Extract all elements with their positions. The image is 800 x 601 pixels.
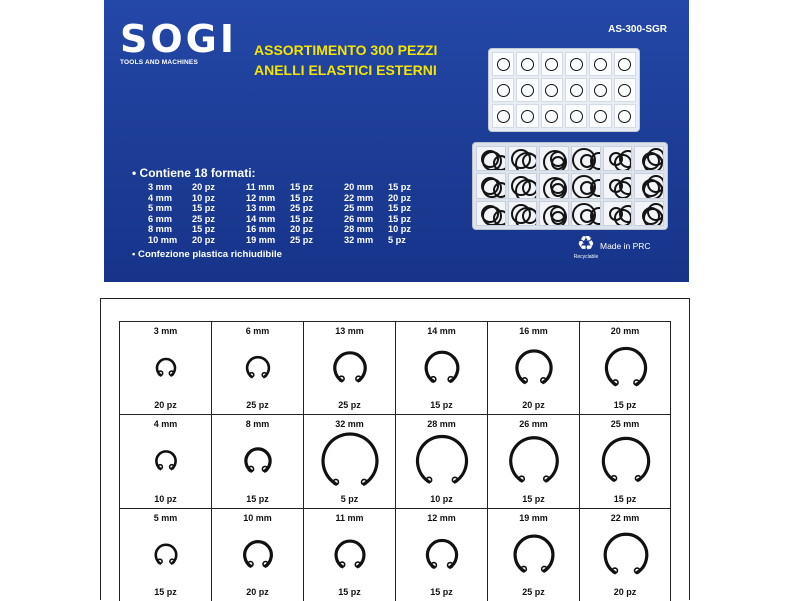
formats-row [148, 182, 442, 193]
ring-thumbnail-icon [521, 110, 534, 123]
ring-pile-icon [493, 182, 506, 198]
ring-thumbnail-icon [570, 110, 583, 123]
brand-name: SOGI [120, 17, 238, 61]
lid-compartment [492, 104, 514, 128]
tray-compartment [603, 173, 633, 198]
format-size: 25 mm [344, 203, 374, 213]
recycle-label: Recyclable [573, 254, 599, 260]
ring-qty-label: 5 pz [340, 493, 359, 504]
ring-size-label: 8 mm [245, 419, 270, 430]
ring-thumbnail-icon [618, 110, 631, 123]
circlip-ring-icon [596, 431, 656, 491]
ring-pile-icon [614, 181, 632, 198]
ring-size-label: 12 mm [427, 512, 456, 523]
ring-ear-hole [170, 465, 174, 469]
circlip-ring-icon [228, 338, 288, 398]
ring-pile-icon [590, 152, 601, 170]
tray-compartment [508, 173, 538, 198]
circlip-ring-icon [136, 525, 196, 585]
ring-thumbnail-icon [521, 84, 534, 97]
format-size: 8 mm [148, 224, 173, 234]
ring-ear-hole [249, 373, 253, 377]
format-size: 4 mm [148, 192, 173, 203]
ring-thumbnail-icon [497, 84, 510, 97]
ring-size-label: 32 mm [335, 419, 364, 430]
size-cell [211, 508, 303, 601]
ring-ear-hole [519, 477, 524, 482]
format-qty: 25 pz [290, 234, 313, 245]
ring-body [157, 359, 175, 376]
lid-compartment [589, 78, 611, 102]
format-size: 19 mm [246, 234, 276, 245]
format-size: 32 mm [344, 234, 374, 245]
ring-pile-icon [614, 154, 632, 171]
tray-compartment [634, 146, 664, 171]
ring-body [156, 544, 176, 563]
lid-compartment [541, 78, 563, 102]
ring-ear-hole [544, 477, 549, 482]
formats-row [148, 203, 442, 214]
circlip-ring-icon [596, 525, 656, 585]
ring-pile-icon [551, 211, 565, 225]
size-cell [487, 414, 579, 507]
lid-compartment [614, 52, 636, 76]
ring-pile-icon [515, 152, 538, 171]
ring-size-label: 19 mm [519, 512, 548, 523]
recycle-badge [569, 233, 603, 260]
lid-compartment [492, 52, 514, 76]
ring-ear-hole [262, 373, 266, 377]
ring-pile-icon [643, 208, 663, 226]
lid-compartment [589, 52, 611, 76]
lid-compartment [565, 52, 587, 76]
ring-qty-label: 15 pz [613, 493, 637, 504]
ring-qty-label: 15 pz [154, 586, 177, 597]
ring-size-label: 22 mm [610, 512, 640, 523]
ring-qty-label: 15 pz [430, 400, 453, 411]
contents-list [132, 166, 442, 260]
ring-pile-icon [515, 179, 538, 198]
ring-body [156, 452, 175, 470]
ring-ear-hole [333, 480, 338, 485]
ring-size-label: 16 mm [519, 326, 548, 336]
size-cell [119, 321, 211, 414]
size-cell [303, 414, 395, 507]
ring-pile-icon [643, 153, 663, 171]
formats-row [148, 193, 442, 204]
circlip-ring-icon [228, 525, 288, 585]
ring-thumbnail-icon [594, 58, 607, 71]
size-cell [303, 508, 395, 601]
format-size: 3 mm [148, 182, 173, 192]
ring-ear-hole [158, 559, 162, 563]
ring-qty-label: 15 pz [430, 586, 453, 597]
format-qty: 15 pz [290, 213, 313, 224]
ring-pile-icon [515, 207, 538, 226]
ring-qty-label: 25 pz [246, 400, 269, 411]
ring-size-label: 13 mm [335, 326, 364, 336]
circlip-ring-icon [412, 431, 472, 491]
ring-size-label: 26 mm [519, 419, 548, 430]
ring-body [605, 534, 647, 573]
size-cell [119, 508, 211, 601]
packaging-note: • Confezione plastica richiudibile [132, 249, 282, 260]
format-size: 20 mm [344, 182, 374, 192]
circlip-ring-icon [136, 431, 196, 491]
ring-thumbnail-icon [570, 58, 583, 71]
size-cell [395, 414, 487, 507]
lid-compartment [565, 104, 587, 128]
ring-ear-hole [362, 480, 367, 485]
ring-body [515, 536, 553, 572]
format-size: 28 mm [344, 224, 374, 234]
tray-compartment [476, 201, 506, 226]
ring-qty-label: 20 pz [613, 586, 637, 597]
ring-thumbnail-icon [618, 58, 631, 71]
format-qty: 20 pz [388, 192, 411, 203]
format-qty: 15 pz [388, 182, 411, 192]
format-qty: 15 pz [388, 213, 411, 224]
circlip-ring-icon [504, 338, 564, 398]
title-line-2: ANELLI ELASTICI ESTERNI [254, 62, 437, 78]
lid-compartment [492, 78, 514, 102]
ring-qty-label: 15 pz [522, 493, 545, 504]
format-size: 22 mm [344, 192, 374, 203]
ring-thumbnail-icon [594, 110, 607, 123]
size-cell [395, 321, 487, 414]
ring-thumbnail-icon [497, 110, 510, 123]
format-size: 10 mm [148, 234, 178, 245]
format-size: 5 mm [148, 203, 173, 213]
ring-size-label: 25 mm [610, 419, 640, 430]
format-size: 6 mm [148, 213, 173, 224]
format-qty: 15 pz [290, 182, 313, 192]
ring-thumbnail-icon [521, 58, 534, 71]
ring-body [247, 357, 269, 377]
size-cell [211, 321, 303, 414]
lid-compartment [516, 52, 538, 76]
format-qty: 10 pz [388, 224, 411, 234]
ring-ear-hole [452, 478, 457, 483]
format-qty: 20 pz [192, 234, 215, 245]
format-size: 12 mm [246, 192, 276, 203]
tray-compartment [603, 146, 633, 171]
recycle-icon: ♻ [577, 231, 595, 255]
circlip-ring-icon [320, 431, 380, 491]
ring-size-label: 28 mm [427, 419, 456, 430]
ring-thumbnail-icon [618, 84, 631, 97]
ring-pile-icon [614, 209, 632, 226]
brand-logo [120, 17, 238, 66]
lid-compartment [541, 52, 563, 76]
tray-compartment [634, 201, 664, 226]
format-size: 14 mm [246, 213, 276, 224]
lid-compartment [516, 104, 538, 128]
circlip-ring-icon [320, 338, 380, 398]
format-qty: 20 pz [192, 182, 215, 192]
tray-compartment [476, 146, 506, 171]
format-qty: 10 pz [192, 192, 215, 203]
ring-ear-hole [170, 559, 174, 563]
tray-compartment [571, 173, 601, 198]
format-qty: 15 pz [192, 203, 215, 213]
circlip-ring-icon [136, 338, 196, 398]
tray-compartment [539, 146, 569, 171]
lid-compartment [614, 104, 636, 128]
lid-compartment [589, 104, 611, 128]
ring-size-label: 10 mm [243, 512, 272, 523]
format-qty: 5 pz [388, 234, 406, 245]
ring-body [246, 449, 270, 472]
ring-thumbnail-icon [594, 84, 607, 97]
format-size: 26 mm [344, 213, 374, 224]
ring-ear-hole [158, 465, 162, 469]
format-qty: 20 pz [290, 224, 313, 234]
size-cell [579, 508, 671, 601]
tray-compartment [603, 201, 633, 226]
format-qty: 25 pz [192, 213, 215, 224]
format-size: 13 mm [246, 203, 276, 213]
ring-body [323, 434, 377, 485]
ring-ear-hole [158, 371, 162, 375]
circlip-ring-icon [412, 338, 472, 398]
ring-qty-label: 25 pz [522, 586, 545, 597]
ring-body [511, 438, 558, 482]
ring-body [418, 437, 467, 483]
ring-ear-hole [426, 478, 431, 483]
lid-compartment [614, 78, 636, 102]
ring-size-label: 5 mm [153, 512, 178, 523]
circlip-ring-icon [320, 525, 380, 585]
formats-row [148, 235, 442, 246]
circlip-ring-icon [412, 525, 472, 585]
circlip-ring-icon [228, 431, 288, 491]
circlip-ring-icon [504, 525, 564, 585]
format-size: 11 mm [246, 182, 275, 192]
format-qty: 15 pz [192, 224, 215, 234]
size-cell [211, 414, 303, 507]
lid-compartment [516, 78, 538, 102]
formats-row [148, 224, 442, 235]
tray-compartment [539, 173, 569, 198]
ring-size-label: 3 mm [153, 326, 178, 336]
made-in-label: Made in PRC [600, 241, 651, 251]
product-title [254, 40, 437, 80]
tray-compartment [476, 173, 506, 198]
format-qty: 15 pz [388, 203, 411, 213]
format-qty: 15 pz [290, 192, 313, 203]
product-banner [104, 0, 689, 282]
ring-ear-hole [169, 371, 173, 375]
ring-qty-label: 15 pz [338, 586, 361, 597]
ring-qty-label: 20 pz [522, 400, 545, 411]
ring-size-label: 11 mm [335, 512, 364, 523]
case-tray [472, 142, 668, 230]
tray-compartment [508, 146, 538, 171]
size-cell [395, 508, 487, 601]
formats-row [148, 214, 442, 225]
circlip-ring-icon [504, 431, 564, 491]
size-cell [303, 321, 395, 414]
ring-thumbnail-icon [497, 58, 510, 71]
ring-qty-label: 20 pz [154, 400, 177, 411]
ring-qty-label: 25 pz [338, 400, 361, 411]
ring-size-label: 20 mm [610, 326, 640, 336]
ring-qty-label: 15 pz [613, 400, 637, 411]
size-cell [487, 508, 579, 601]
format-qty: 25 pz [290, 203, 313, 213]
ring-size-label: 4 mm [153, 419, 178, 430]
product-code: AS-300-SGR [608, 24, 667, 35]
ring-thumbnail-icon [545, 84, 558, 97]
ring-thumbnail-icon [545, 110, 558, 123]
ring-qty-label: 20 pz [246, 586, 269, 597]
ring-size-label: 14 mm [427, 326, 456, 336]
ring-pile-icon [493, 155, 506, 171]
lid-compartment [565, 78, 587, 102]
size-cell [487, 321, 579, 414]
size-cell [579, 321, 671, 414]
tray-compartment [508, 201, 538, 226]
ring-pile-icon [643, 180, 663, 198]
brand-tagline: TOOLS AND MACHINES [120, 59, 198, 66]
tray-compartment [571, 201, 601, 226]
ring-pile-icon [590, 207, 601, 225]
formats-table [148, 182, 442, 245]
case-lid [488, 48, 640, 132]
tray-compartment [571, 146, 601, 171]
ring-pile-icon [493, 210, 506, 226]
ring-qty-label: 10 pz [154, 493, 177, 504]
ring-size-label: 6 mm [245, 326, 270, 336]
size-cell [119, 414, 211, 507]
ring-qty-label: 15 pz [246, 493, 269, 504]
ring-thumbnail-icon [545, 58, 558, 71]
ring-qty-label: 10 pz [430, 493, 453, 504]
lid-compartment [541, 104, 563, 128]
size-chart-frame [100, 298, 690, 600]
circlip-ring-icon [596, 338, 656, 398]
tray-compartment [634, 173, 664, 198]
ring-body [606, 348, 645, 385]
ring-thumbnail-icon [570, 84, 583, 97]
ring-body [603, 439, 648, 482]
tray-compartment [539, 201, 569, 226]
contents-heading: • Contiene 18 formati: [132, 166, 256, 180]
format-size: 16 mm [246, 224, 276, 234]
title-line-1: ASSORTIMENTO 300 PEZZI [254, 42, 438, 58]
size-chart-grid [119, 321, 671, 601]
size-cell [579, 414, 671, 507]
product-photo [472, 48, 668, 230]
